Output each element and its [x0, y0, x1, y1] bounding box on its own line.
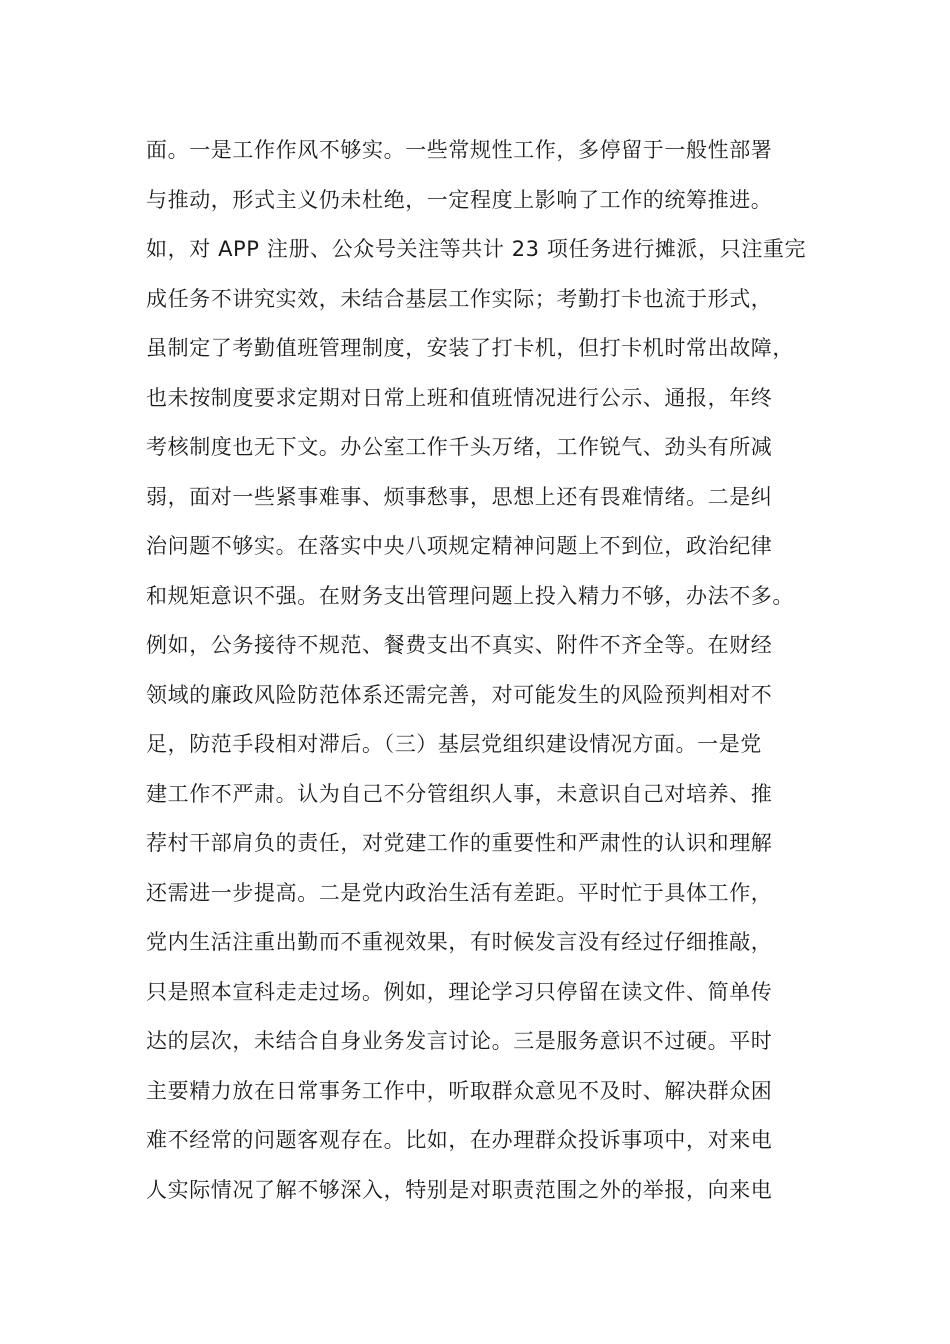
- text-line: 成任务不讲究实效，未结合基层工作实际；考勤打卡也流于形式，: [146, 286, 773, 311]
- text-line: 主要精力放在日常事务工作中，听取群众意见不及时、解决群众困: [146, 1078, 773, 1103]
- text-line: 和规矩意识不强。在财务支出管理问题上投入精力不够，办法不多。: [146, 583, 794, 608]
- text-line: 足，防范手段相对滞后。（三）基层党组织建设情况方面。一是党: [146, 732, 762, 756]
- text-line: 面。一是工作作风不够实。一些常规性工作，多停留于一般性部署: [146, 138, 773, 162]
- text-line: 例如，公务接待不规范、餐费支出不真实、附件不齐全等。在财经: [146, 633, 773, 657]
- text-line: 荐村干部肩负的责任，对党建工作的重要性和严肃性的认识和理解: [146, 831, 773, 855]
- text-line: 领域的廉政风险防范体系还需完善，对可能发生的风险预判相对不: [146, 682, 773, 707]
- body-text: [146, 126, 846, 1215]
- text-line: 治问题不够实。在落实中央八项规定精神问题上不到位，政治纪律: [146, 534, 773, 558]
- text-line: 建工作不严肃。认为自己不分管组织人事，未意识自己对培养、推: [146, 781, 773, 806]
- text-line: 考核制度也无下文。办公室工作千头万绪，工作锐气、劲头有所减: [146, 435, 773, 459]
- text-line: 如，对 APP 注册、公众号关注等共计 23 项任务进行摊派，只注重完: [146, 237, 807, 261]
- text-line: 党内生活注重出勤而不重视效果，有时候发言没有经过仔细推敲，: [146, 930, 773, 954]
- text-line: 也未按制度要求定期对日常上班和值班情况进行公示、通报，年终: [146, 385, 773, 410]
- text-line: 只是照本宣科走走过场。例如，理论学习只停留在读文件、简单传: [146, 979, 773, 1004]
- text-line: 人实际情况了解不够深入，特别是对职责范围之外的举报，向来电: [146, 1177, 773, 1202]
- text-line: 还需进一步提高。二是党内政治生活有差距。平时忙于具体工作，: [146, 880, 773, 905]
- text-line: 虽制定了考勤值班管理制度，安装了打卡机，但打卡机时常出故障，: [146, 336, 794, 360]
- text-line: 难不经常的问题客观存在。比如，在办理群众投诉事项中，对来电: [146, 1128, 773, 1152]
- text-line: 弱，面对一些紧事难事、烦事愁事，思想上还有畏难情绪。二是纠: [146, 484, 773, 509]
- text-line: 达的层次，未结合自身业务发言讨论。三是服务意识不过硬。平时: [146, 1029, 773, 1053]
- text-line: 与推动，形式主义仍未杜绝，一定程度上影响了工作的统筹推进。: [146, 187, 773, 212]
